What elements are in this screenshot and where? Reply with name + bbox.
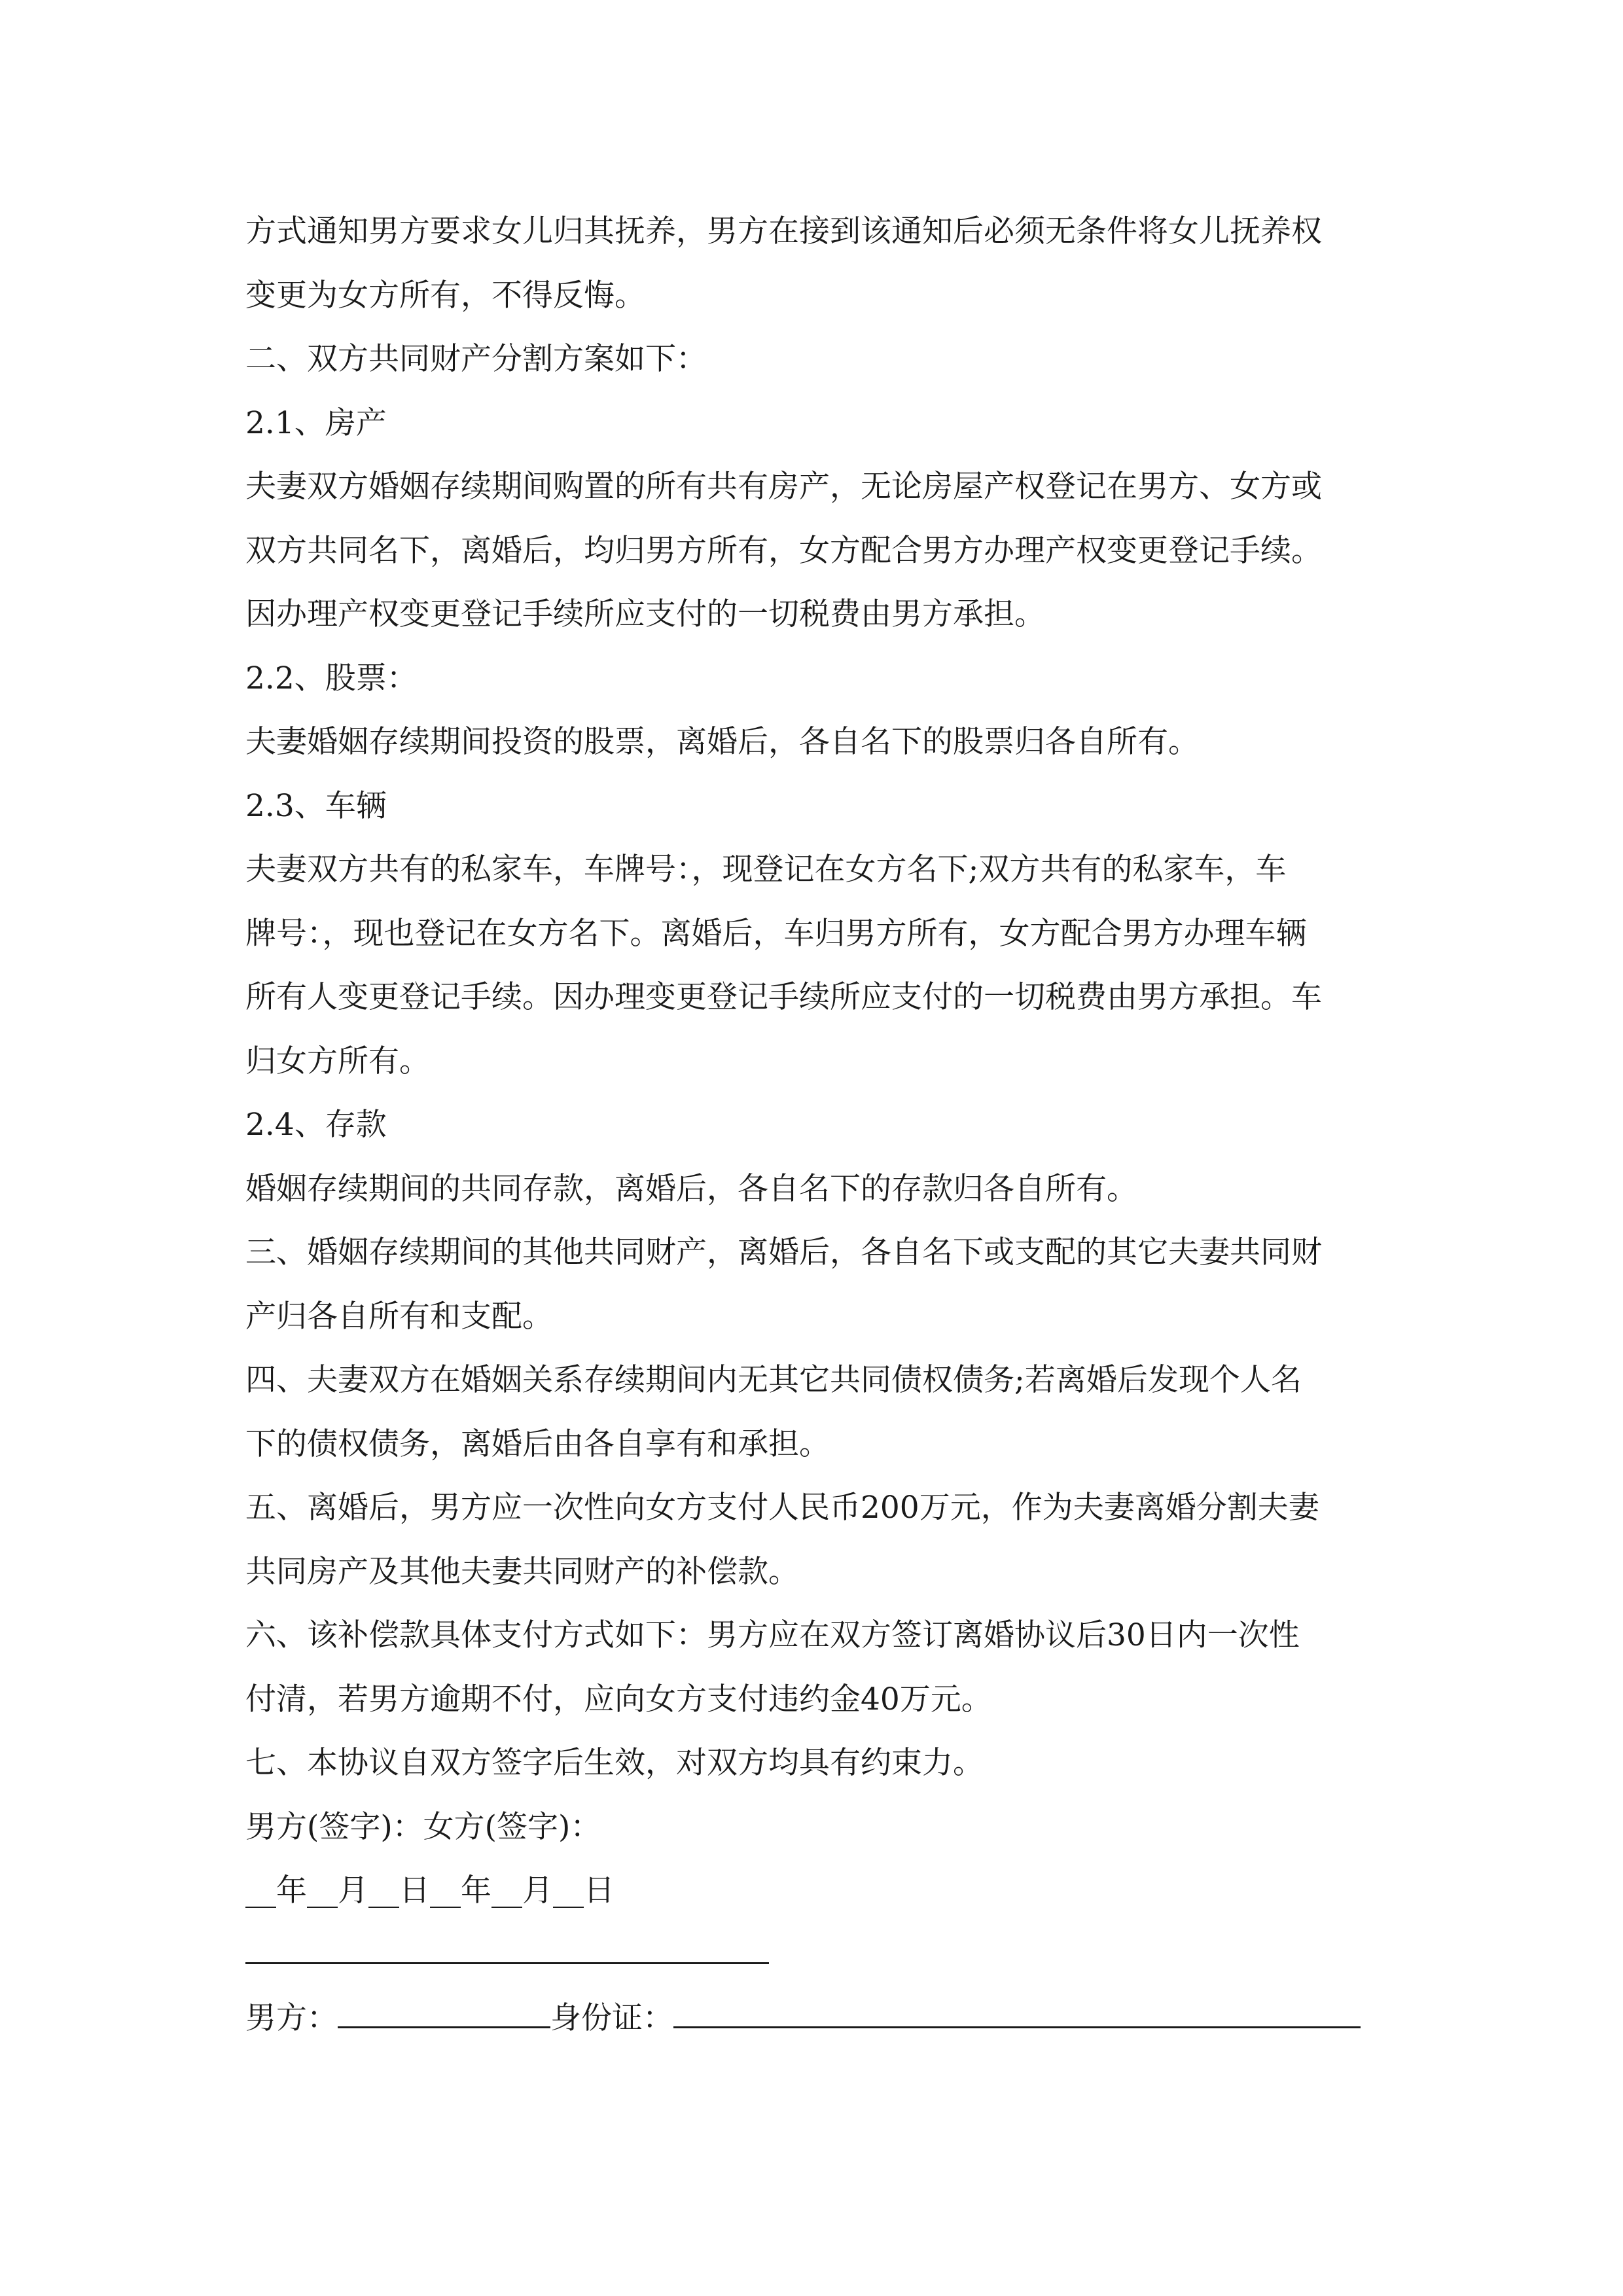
separator-line [245,1923,1381,1987]
paragraph-line: 归女方所有。 [245,1043,430,1079]
paragraph-line: 七、本协议自双方签字后生效，对双方均具有约束力。 [245,1745,984,1781]
paragraph-line: 牌号：，现也登记在女方名下。离婚后，车归男方所有，女方配合男方办理车辆 [245,915,1307,952]
man-name-blank [338,1987,550,2028]
id-card-number-blank [673,1987,1361,2028]
document-page [245,200,1381,2051]
subsection-heading: 2.3、车辆 [245,787,387,824]
paragraph-line: 所有人变更登记手续。因办理变更登记手续所应支付的一切税费由男方承担。车 [245,979,1322,1015]
paragraph-line: 因办理产权变更登记手续所应支付的一切税费由男方承担。 [245,596,1045,632]
section-heading: 二、双方共同财产分割方案如下： [245,341,707,377]
id-card-label: 身份证： [550,2000,673,2036]
paragraph-line: 夫妻双方共有的私家车，车牌号：，现登记在女方名下;双方共有的私家车，车 [245,852,1287,888]
paragraph-line: 下的债权债务，离婚后由各自享有和承担。 [245,1426,830,1462]
paragraph-line: 夫妻双方婚姻存续期间购置的所有共有房产，无论房屋产权登记在男方、女方或 [245,469,1322,505]
paragraph-line: 夫妻婚姻存续期间投资的股票，离婚后，各自名下的股票归各自所有。 [245,724,1199,760]
paragraph-line: 方式通知男方要求女儿归其抚养，男方在接到该通知后必须无条件将女儿抚养权 [245,213,1322,249]
paragraph-line: 双方共同名下，离婚后，均归男方所有，女方配合男方办理产权变更登记手续。 [245,532,1322,569]
paragraph-line: 变更为女方所有，不得反悔。 [245,277,645,314]
paragraph-line: 六、该补偿款具体支付方式如下：男方应在双方签订离婚协议后30日内一次性 [245,1617,1300,1653]
date-blanks: __年__月__日__年__月__日 [245,1873,615,1909]
paragraph-line: 产归各自所有和支配。 [245,1298,553,1335]
paragraph-line: 付清，若男方逾期不付，应向女方支付违约金40万元。 [245,1681,992,1717]
subsection-heading: 2.4、存款 [245,1107,387,1143]
identity-line [245,1986,1381,2051]
man-label: 男方： [245,2000,338,2036]
subsection-heading: 2.1、房产 [245,404,387,441]
paragraph-line: 共同房产及其他夫妻共同财产的补偿款。 [245,1553,799,1590]
paragraph-line: 四、夫妻双方在婚姻关系存续期间内无其它共同债权债务;若离婚后发现个人名 [245,1362,1302,1398]
subsection-heading: 2.2、股票： [245,660,418,696]
signature-labels: 男方(签字)：女方(签字)： [245,1808,601,1845]
paragraph-line: 五、离婚后，男方应一次性向女方支付人民币200万元，作为夫妻离婚分割夫妻 [245,1490,1319,1526]
horizontal-rule [245,1962,769,1964]
paragraph-line: 三、婚姻存续期间的其他共同财产，离婚后，各自名下或支配的其它夫妻共同财 [245,1234,1322,1270]
paragraph-line: 婚姻存续期间的共同存款，离婚后，各自名下的存款归各自所有。 [245,1170,1137,1207]
